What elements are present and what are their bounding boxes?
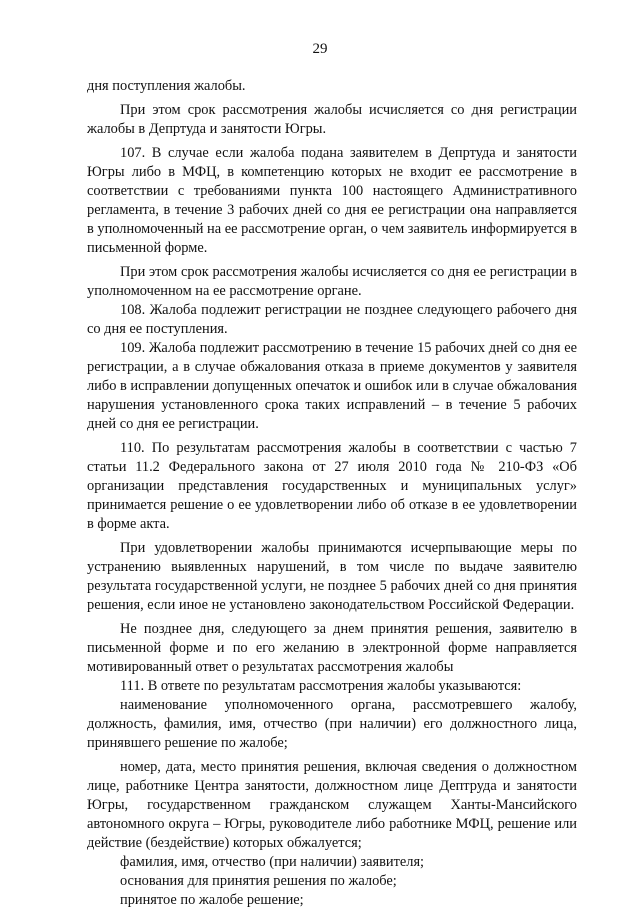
paragraph-107-term: При этом срок рассмотрения жалобы исчисляется со дня ее регистрации в уполномоченном на ее рассмотрение органе. [87,264,577,299]
list-item-decision: принятое по жалобе решение; [120,892,304,908]
paragraph-registration-term: При этом срок рассмотрения жалобы исчисляется со дня регистрации жалобы в Депртуда и занятости Югры. [87,102,577,137]
list-item-decision-details: номер, дата, место принятия решения, включая сведения о должностном лице, работнике Центра занятости, должностном лице Дептруда и занятости Югры, государственном гражданском служащем Ханты-Мансийского автономного округа – Югры, руководителе либо работнике МФЦ, решение или действие (бездействие) которых обжалуется; [87,759,577,851]
page-number: 29 [312,41,328,57]
paragraph-107: 107. В случае если жалоба подана заявителем в Депртуда и занятости Югры либо в МФЦ, в компетенцию которых не входит ее рассмотрение в соответствии с требованиями пункта 100 настоящего Административного регламента, в течение 3 рабочих дней со дня ее регистрации она направляется в уполномоченный на ее рассмотрение орган, о чем заявитель информируется в письменной форме. [87,145,577,256]
list-item-grounds: основания для принятия решения по жалобе; [120,873,397,889]
paragraph-109: 109. Жалоба подлежит рассмотрению в течение 15 рабочих дней со дня ее регистрации, а в случае обжалования отказа в приеме документов у заявителя либо в исправлении допущенных опечаток и ошибок или в случае обжалования нарушения установленного срока таких исправлений – в течение 5 рабочих дней со дня ее регистрации. [87,340,577,432]
paragraph-110: 110. По результатам рассмотрения жалобы в соответствии с частью 7 статьи 11.2 Федерального закона от 27 июля 2010 года № 210-ФЗ «Об организации представления государственных и муниципальных услуг» принимается решение о ее удовлетворении либо об отказе в ее удовлетворении в форме акта. [87,440,577,532]
list-item-authority: наименование уполномоченного органа, рассмотревшего жалобу, должность, фамилия, имя, отчество (при наличии) его должностного лица, принявшего решение по жалобе; [87,697,577,751]
list-item-applicant-name: фамилия, имя, отчество (при наличии) заявителя; [120,854,425,870]
document-body [87,77,577,910]
paragraph-108: 108. Жалоба подлежит регистрации не позднее следующего рабочего дня со дня ее поступления. [87,302,577,337]
paragraph-110-satisfaction: При удовлетворении жалобы принимаются исчерпывающие меры по устранению выявленных нарушений, в том числе по выдаче заявителю результата государственной услуги, не позднее 5 рабочих дней со дня принятия решения, если иное не установлено законодательством Российской Федерации. [87,540,577,613]
paragraph-111: 111. В ответе по результатам рассмотрения жалобы указываются: [120,678,522,694]
paragraph-continuation: дня поступления жалобы. [87,78,246,94]
paragraph-110-answer: Не позднее дня, следующего за днем принятия решения, заявителю в письменной форме и по его желанию в электронной форме направляется мотивированный ответ о результатах рассмотрения жалобы [87,621,577,675]
